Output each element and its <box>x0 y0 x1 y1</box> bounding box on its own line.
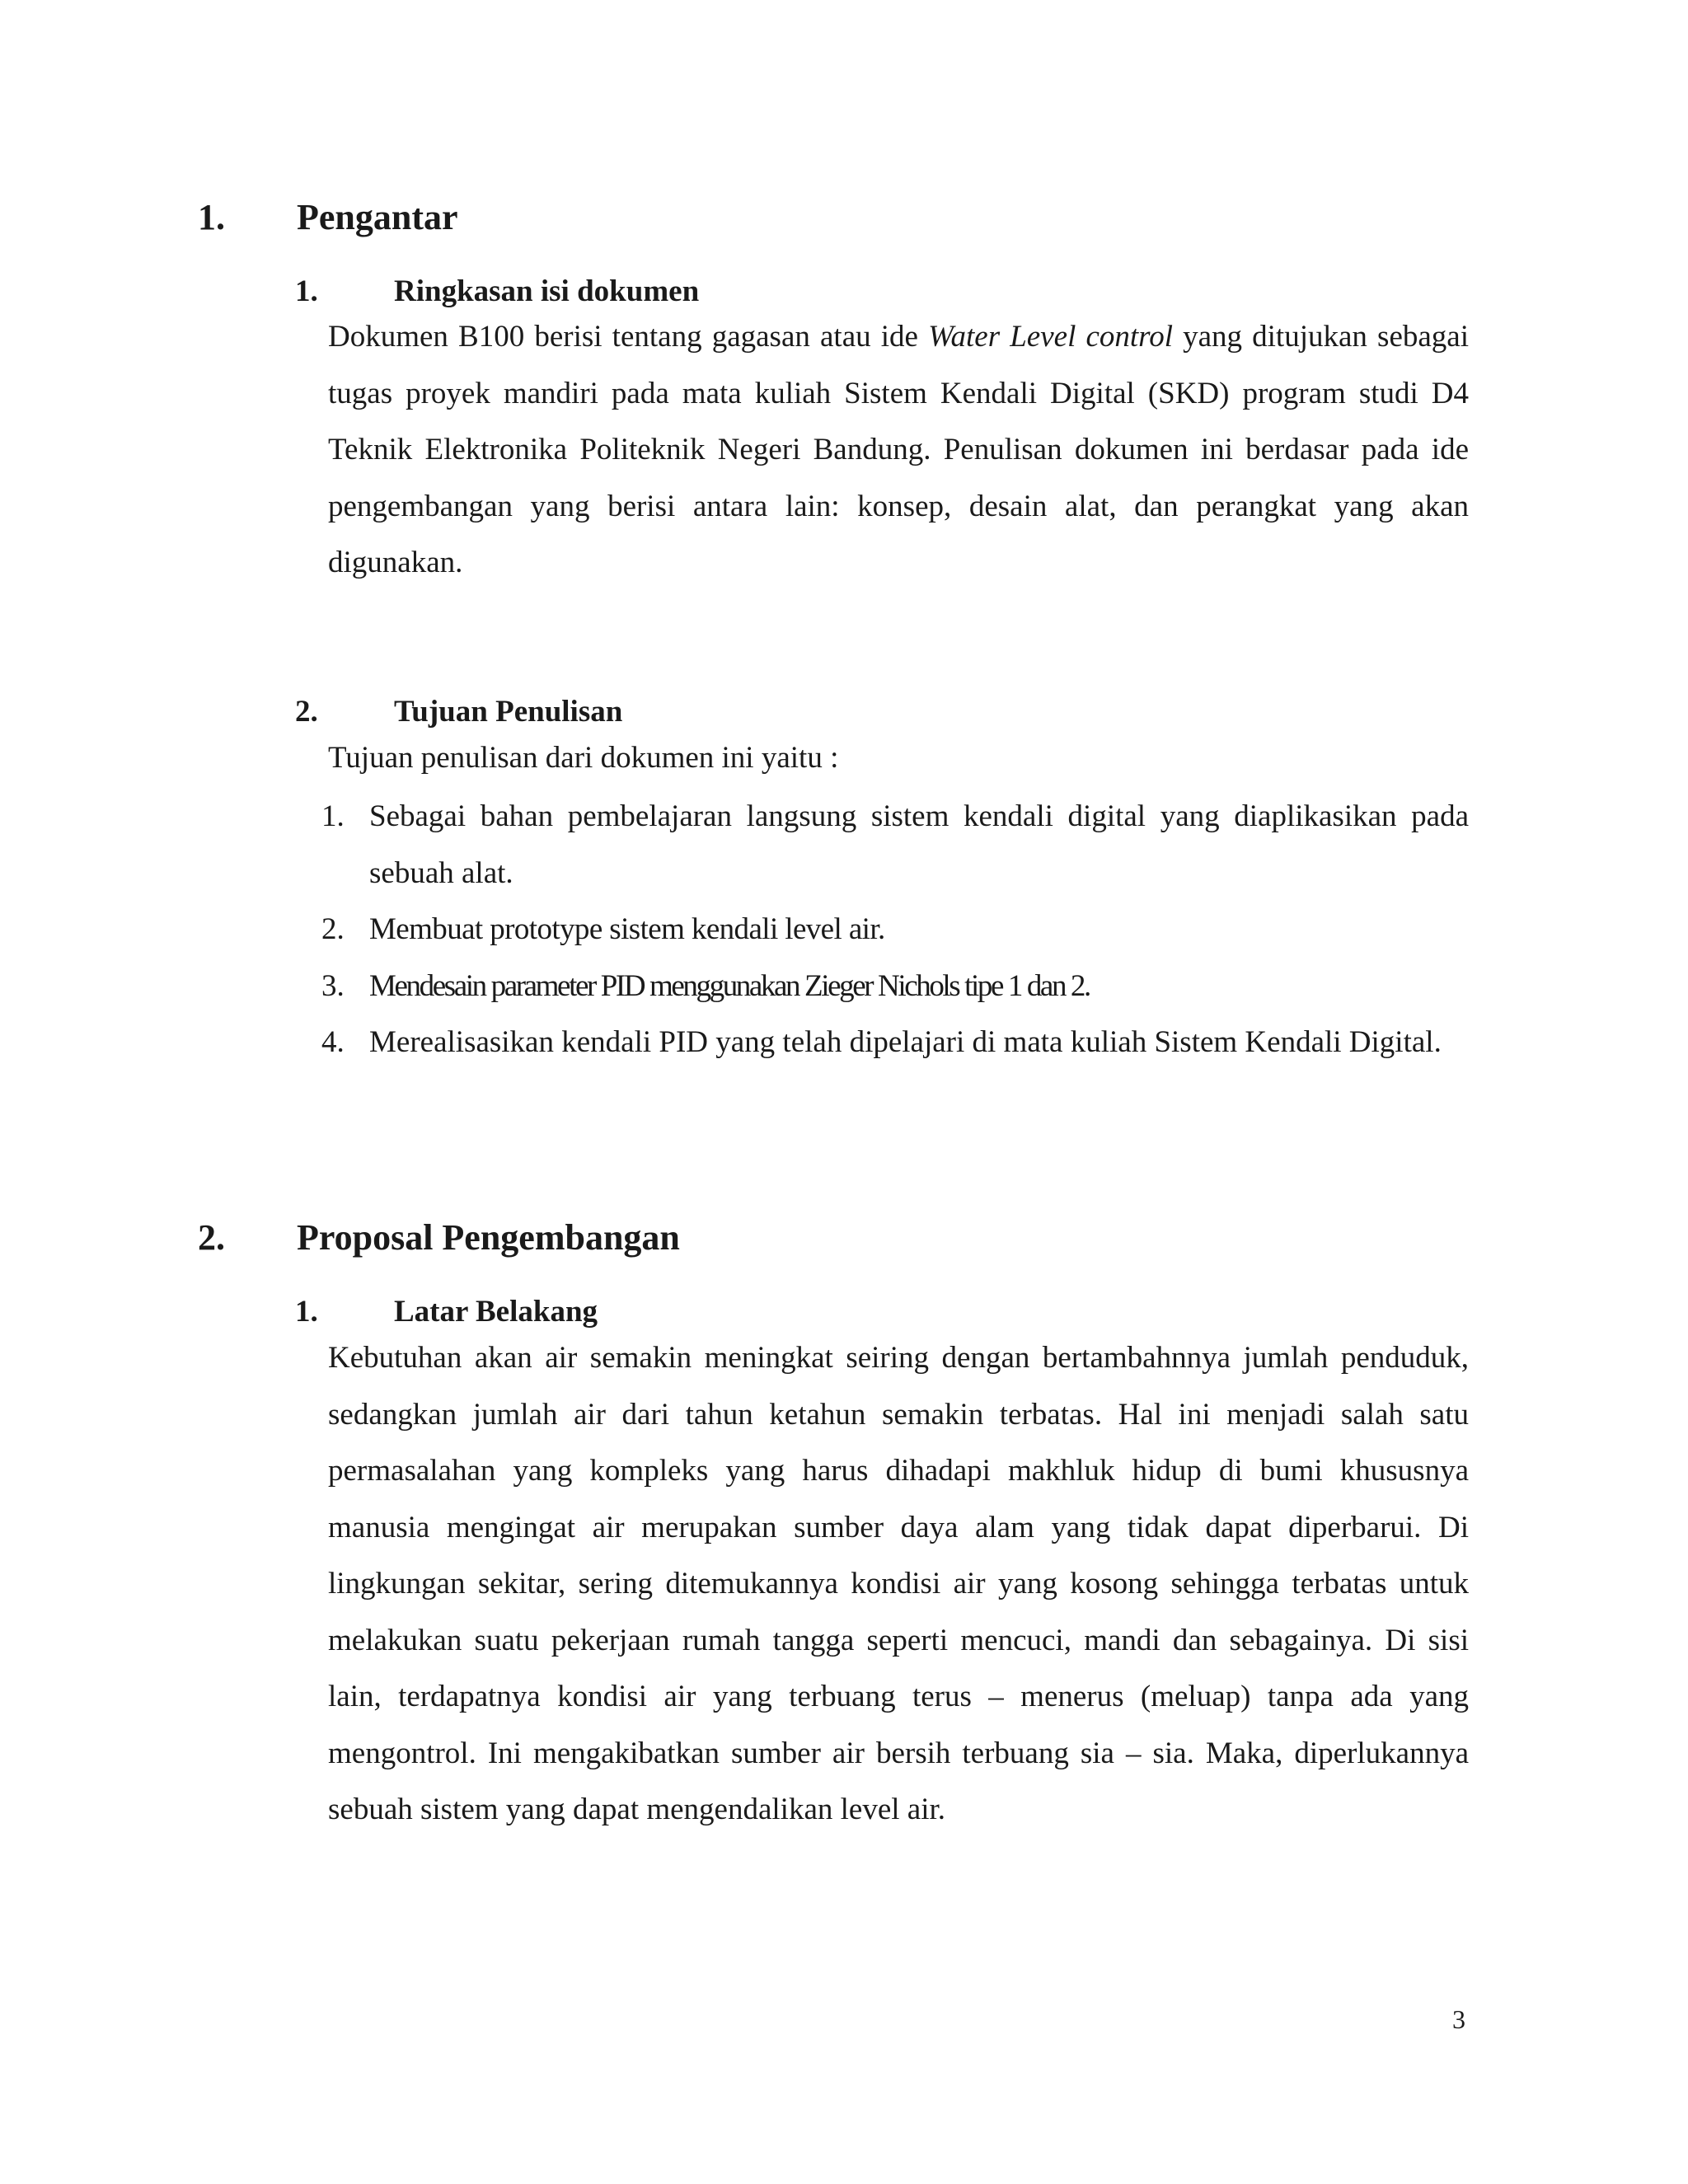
list-item-text: Mendesain parameter PID menggunakan Zieger Nichols tipe 1 dan 2. <box>369 968 1090 1003</box>
subsection-title: Ringkasan isi dokumen <box>394 274 700 308</box>
list-item-text: Membuat prototype sistem kendali level air. <box>369 912 885 946</box>
paragraph: Kebutuhan akan air semakin meningkat seiring dengan bertambahnnya jumlah penduduk, sedangkan jumlah air dari tahun ketahun semakin terbatas. Hal ini menjadi salah satu permasalahan yang kompleks yang harus dihadapi makhluk hidup di bumi khususnya manusia mengingat air merupakan sumber daya alam yang tidak dapat diperbarui. Di lingkungan sekitar, sering ditemukannya kondisi air yang kosong sehingga terbatas untuk melakukan suatu pekerjaan rumah tangga seperti mencuci, mandi dan sebagainya. Di sisi lain, terdapatnya kondisi air yang terbuang terus – menerus (meluap) tanpa ada yang mengontrol. Ini mengakibatkan sumber air bersih terbuang sia – sia. Maka, diperlukannya sebuah sistem yang dapat mengendalikan level air. <box>328 1341 1469 1826</box>
subsection-number: 1. <box>295 1295 318 1329</box>
subsection-title: Tujuan Penulisan <box>394 695 623 729</box>
list-item-number: 1. <box>321 799 345 833</box>
paragraph <box>328 309 1469 592</box>
subsection-heading <box>295 1294 1284 1330</box>
subsection-title: Latar Belakang <box>394 1295 598 1329</box>
list-item-number: 4. <box>321 1025 345 1059</box>
subsection-number: 1. <box>295 274 318 308</box>
paragraph-text: Dokumen B100 berisi tentang gagasan atau ide <box>328 320 929 354</box>
paragraph: Tujuan penulisan dari dokumen ini yaitu : <box>328 741 839 775</box>
subsection-heading <box>295 694 1284 730</box>
list-item <box>321 1015 1469 1071</box>
list-item-number: 3. <box>321 968 345 1003</box>
list-item <box>321 958 1469 1015</box>
subsection-number: 2. <box>295 695 318 729</box>
subsection-heading <box>295 274 1284 310</box>
section-title: Proposal Pengembangan <box>297 1217 680 1258</box>
italic-term: Water Level control <box>928 320 1173 354</box>
list-item <box>321 789 1469 902</box>
numbered-list <box>321 789 1469 1071</box>
paragraph-text: yang ditujukan sebagai tugas proyek mandiri pada mata kuliah Sistem Kendali Digital (SKD) program studi D4 Teknik Elektronika Politeknik Negeri Bandung. Penulisan dokumen ini berdasar pada ide pengembangan yang berisi antara lain: konsep, desain alat, dan perangkat yang akan digunakan. <box>328 320 1469 579</box>
section-heading <box>198 196 1187 239</box>
page-number: 3 <box>1452 2004 1465 2034</box>
section-number: 1. <box>198 197 225 237</box>
section-number: 2. <box>198 1217 225 1258</box>
section-heading <box>198 1216 1187 1259</box>
list-item-number: 2. <box>321 912 345 946</box>
section-title: Pengantar <box>297 197 458 237</box>
list-item-text: Merealisasikan kendali PID yang telah dipelajari di mata kuliah Sistem Kendali Digital. <box>369 1025 1442 1059</box>
list-item <box>321 902 1469 958</box>
list-item-text: Sebagai bahan pembelajaran langsung sistem kendali digital yang diaplikasikan pada sebuah alat. <box>369 799 1469 890</box>
